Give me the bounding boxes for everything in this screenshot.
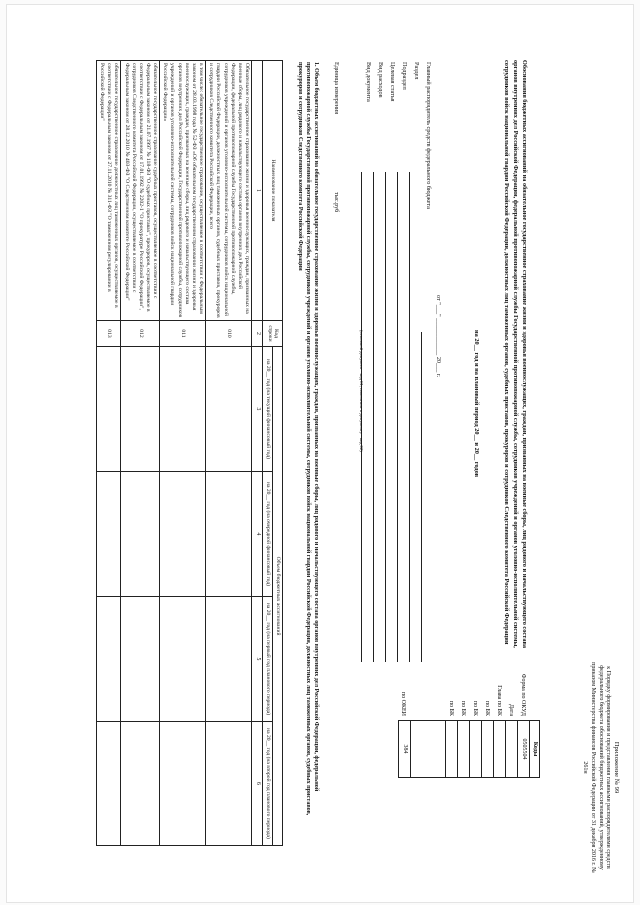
- table-row: [160, 61, 206, 846]
- value-cell[interactable]: [206, 347, 252, 472]
- field-label-gr: Главный распорядитель средств федерального бюджета: [425, 62, 432, 209]
- row-code: 011: [160, 321, 206, 347]
- document-period: на 20__ год и на плановый период 20__ и 20__ годов: [473, 330, 480, 478]
- value-cell[interactable]: [206, 722, 252, 846]
- date-cell[interactable]: [506, 721, 518, 778]
- value-cell[interactable]: [160, 347, 206, 472]
- razdel-cell[interactable]: [482, 721, 494, 778]
- header-group: Объем бюджетных ассигнований: [273, 347, 283, 846]
- row-name: Обязательное государственное страхование жизни и здоровья военнослужащих, граждан, призванных на военные сборы, лиц рядового и начальствующего состава органов внутренних дел Российской Федерации, федеральной противопожарной службы Государственной противопожарной службы, сотрудников учреждений и органов уголовно-исполнительной системы, сотрудников войск национальной гвардии Российской Федерации, должностных лиц таможенных органов, судебных приставов, прокуроров и сотрудников Следственного комитета Российской Федерации, всего: [206, 61, 252, 321]
- okei-label: по ОКЕИ: [400, 691, 406, 716]
- statya-cell[interactable]: [458, 721, 470, 778]
- table-row: [96, 61, 120, 846]
- date-label: Дата: [508, 704, 514, 716]
- value-cell[interactable]: [121, 722, 160, 846]
- value-cell[interactable]: [96, 347, 120, 472]
- field-row: [408, 62, 420, 662]
- okei-code: 384: [399, 721, 411, 778]
- value-cell[interactable]: [206, 472, 252, 597]
- form-okud-label: Форма по ОКУД: [520, 673, 526, 716]
- value-cell[interactable]: [121, 347, 160, 472]
- value-cell[interactable]: [96, 597, 120, 722]
- codes-table: [398, 720, 540, 778]
- header-col5: на 20__ год (на первый год планового периода): [263, 597, 273, 722]
- section-title: 1. Объем бюджетных ассигнований на обязательное государственное страхование жизни и здоровья военнослужащих, граждан, призванных на военные сборы, лиц рядового и начальствующего состава органов внутренних дел Российской Федерации, федеральной противопожарной службы Государственной противопожарной службы, сотрудников учреждений и органов уголовно-исполнительной системы, сотрудников войск национальной гвардии Российской Федерации, должностных лиц таможенных органов, судебных приставов, прокуроров и сотрудников Следственного комитета Российской Федерации: [296, 62, 319, 816]
- field-label-podrazdel: Подраздел: [401, 62, 408, 90]
- field-line[interactable]: [397, 172, 398, 662]
- colnum: 5: [252, 597, 263, 722]
- date-line: от "___" ____________ 20___ г.: [435, 295, 442, 378]
- field-row: [384, 62, 396, 662]
- okud-code: 0505504: [518, 721, 530, 778]
- field-label-vid-rashodov: Вид расходов: [377, 62, 384, 98]
- statya-bk-label: по БК: [460, 700, 466, 716]
- column-numbers-row: [252, 61, 263, 846]
- colnum: 6: [252, 722, 263, 846]
- appendix-block: [580, 660, 620, 875]
- podrazdel-bk-label: по БК: [472, 700, 478, 716]
- field-line[interactable]: [385, 172, 386, 662]
- glava-label: Глава по БК: [496, 685, 502, 716]
- appendix-text: к Порядку формирования и представления главными распорядителями средств федерального бюджета обоснований бюджетных ассигнований, утвержденному приказом Министерства финансов Российской Федерации от 31 декабря 2016 г. № 261н: [582, 662, 612, 873]
- field-line[interactable]: [373, 172, 374, 662]
- colnum: 1: [252, 61, 263, 321]
- field-label-statya: Целевая статья: [389, 62, 396, 102]
- table-row: [206, 61, 252, 846]
- row-code: 010: [206, 321, 252, 347]
- value-cell[interactable]: [121, 472, 160, 597]
- document-title: Обоснования бюджетных ассигнований на обязательное государственное страхование жизни и здоровья военнослужащих, граждан, призванных на военные сборы, лиц рядового и начальствующего состава органов внутренних дел Российской Федерации, федеральной противопожарной службы Государственной противопожарной службы, сотрудников учреждений и органов уголовно-исполнительной системы, сотрудников войск национальной гвардии Российской Федерации, должностных лиц таможенных органов, судебных приставов, прокуроров и сотрудников Следственного комитета Российской Федерации: [503, 60, 528, 649]
- codes-header: Коды: [530, 721, 540, 778]
- row-name: обязательное государственное страхование судебных приставов, осуществляемое в соответствии с Федеральным законом от 21.07.1997 № 118-ФЗ "О судебных приставах", прокуроров, осуществляемое в соответствии с Федеральным законом от 17.01.1992 № 2202-1 "О прокуратуре Российской Федерации", сотрудников Следственного комитета Российской Федерации, осуществляемое в соответствии с Федеральным законом от 28.12.2010 № 403-ФЗ "О Следственном комитете Российской Федерации": [121, 61, 160, 321]
- row-name: в том числе: обязательное государственное страхование, осуществляемое в соответствии с Федеральным законом от 28.03.1998 года № 52-ФЗ «Об обязательном государственном страховании жизни и здоровья военнослужащих, граждан, призванных на военные сборы, лиц рядового и начальствующего состава органов внутренних дел Российской Федерации, Государственной противопожарной службы, сотрудников учреждений и органов уголовно-исполнительной системы, сотрудников войск национальной гвардии Российской Федерации»: [160, 61, 206, 321]
- header-name: Наименование показателя: [263, 61, 283, 321]
- value-cell[interactable]: [96, 722, 120, 846]
- colnum: 3: [252, 347, 263, 472]
- vid-bk-label: по БК: [448, 700, 454, 716]
- field-row: [420, 62, 432, 662]
- header-col3: на 20__ год (на текущий финансовый год): [263, 347, 273, 472]
- razdel-bk-label: по БК: [484, 700, 490, 716]
- colnum: 4: [252, 472, 263, 597]
- form-fields: [360, 62, 432, 662]
- field-row: [396, 62, 408, 662]
- header-code: Код строки: [263, 321, 283, 347]
- unit-label: Единица измерения: [333, 62, 340, 115]
- field-label-vid-doc: Вид документа: [365, 62, 372, 102]
- value-cell[interactable]: [96, 472, 120, 597]
- glava-cell[interactable]: [494, 721, 506, 778]
- appendix-number: Приложение № 99: [613, 741, 620, 794]
- doc-cell[interactable]: [411, 721, 446, 778]
- value-cell[interactable]: [160, 722, 206, 846]
- doc-type-note: (основной документ - код 01; изменение к документу - код 02): [359, 330, 364, 452]
- row-code: 013: [96, 321, 120, 347]
- field-row: [372, 62, 384, 662]
- vid-cell[interactable]: [446, 721, 458, 778]
- podrazdel-cell[interactable]: [470, 721, 482, 778]
- row-code: 012: [121, 321, 160, 347]
- value-cell[interactable]: [160, 472, 206, 597]
- colnum: 2: [252, 321, 263, 347]
- row-name: обязательное государственное страхование должностных лиц таможенных органов, осуществляемое в соответствии с Федеральным законом от 27.11.2010 № 311-ФЗ "О таможенном регулировании в Российской Федерации": [96, 61, 120, 321]
- unit-value: тыс.руб: [333, 192, 340, 213]
- field-line[interactable]: [421, 332, 422, 662]
- field-label-razdel: Раздел: [413, 62, 420, 80]
- header-col4: на 20__ год (на очередной финансовый год): [263, 472, 273, 597]
- header-col6: на 20__ год (на второй год планового периода): [263, 722, 273, 846]
- table-row: [121, 61, 160, 846]
- allocations-table: [96, 60, 283, 846]
- value-cell[interactable]: [121, 597, 160, 722]
- value-cell[interactable]: [206, 597, 252, 722]
- value-cell[interactable]: [160, 597, 206, 722]
- field-line[interactable]: [409, 172, 410, 662]
